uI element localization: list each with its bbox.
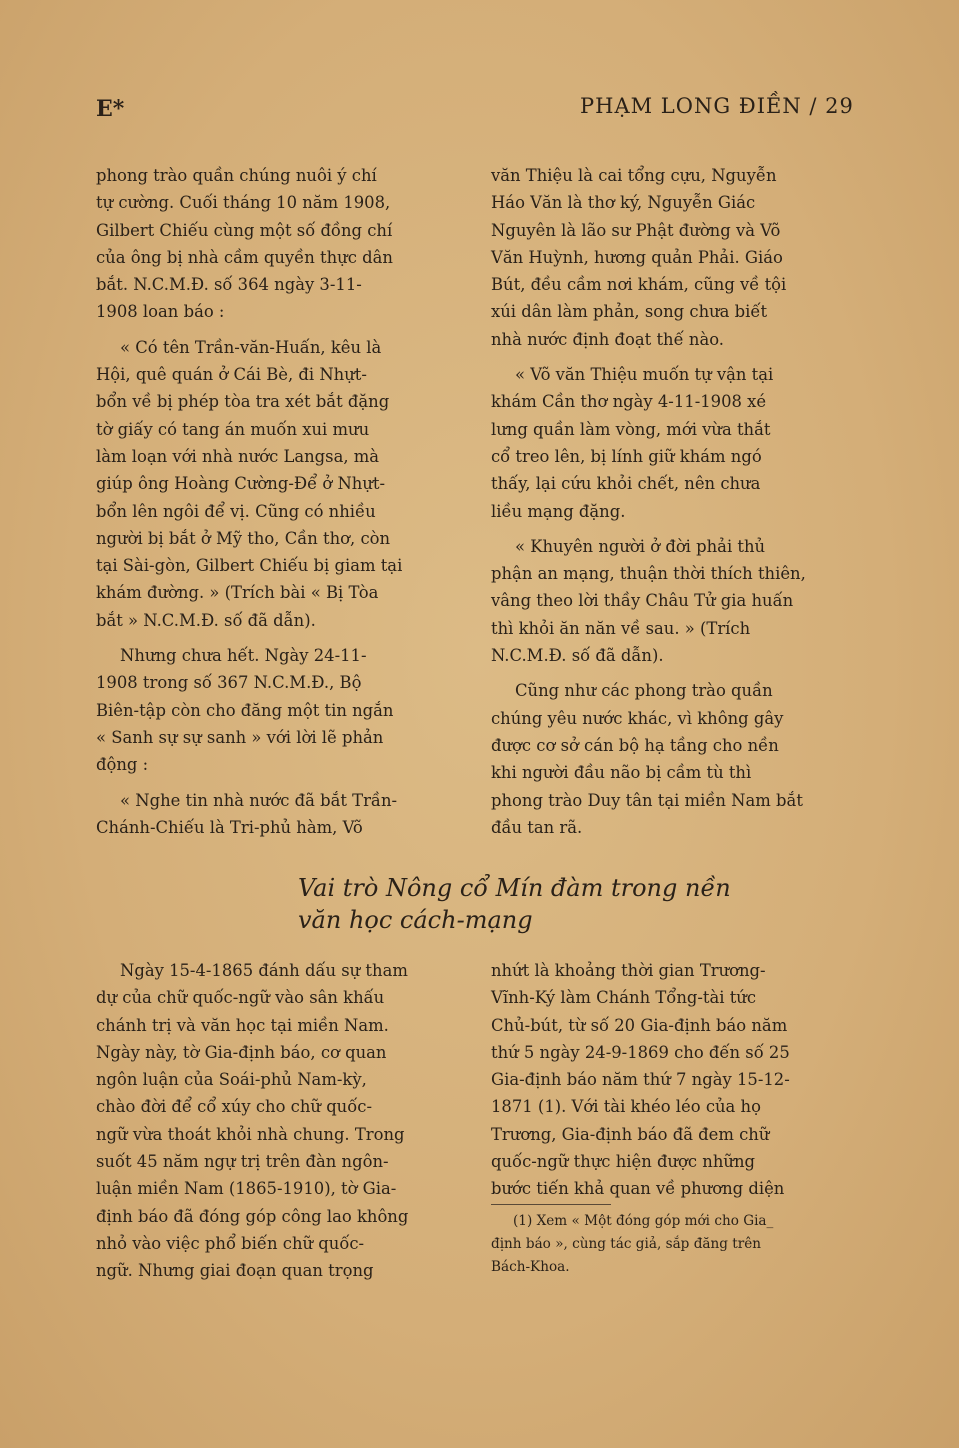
text-line: bắt » N.C.M.Đ. số đã dẫn). <box>96 610 316 630</box>
text-line: tại Sài-gòn, Gilbert Chiếu bị giam tại <box>96 556 403 576</box>
paragraph <box>96 787 464 842</box>
text-line: phong trào quần chúng nuôi ý chí <box>96 166 377 185</box>
text-line: tự cường. Cuối tháng 10 năm 1908, <box>96 193 391 213</box>
text-line: được cơ sở cán bộ hạ tầng cho nền <box>491 735 779 755</box>
section-heading <box>298 872 818 936</box>
text-line: ngữ. Nhưng giai đoạn quan trọng <box>96 1261 374 1281</box>
text-line: Bút, đều cầm nơi khám, cũng về tội <box>491 275 787 295</box>
text-line: 1908 loan báo : <box>96 302 225 322</box>
text-line: giúp ông Hoàng Cường-Để ở Nhựt- <box>96 474 386 494</box>
text-line: nhứt là khoảng thời gian Trương- <box>491 961 766 980</box>
column-2 <box>491 162 861 849</box>
page-mark: E* <box>96 96 125 122</box>
text-line: Chánh-Chiếu là Tri-phủ hàm, Võ <box>96 817 363 837</box>
text-line: của ông bị nhà cầm quyền thực dân <box>96 247 393 267</box>
footnote-line: Bách-Khoa. <box>491 1259 570 1275</box>
text-line: ngôn luận của Soái-phủ Nam-kỳ, <box>96 1070 367 1090</box>
text-line: định báo đã đóng góp công lao không <box>96 1206 409 1226</box>
text-line: người bị bắt ở Mỹ tho, Cần thơ, còn <box>96 528 391 548</box>
text-line: Nguyên là lão sư Phật đường và Võ <box>491 220 781 240</box>
text-line: tờ giấy có tang án muốn xui mưu <box>96 419 370 439</box>
text-line: « Có tên Trần-văn-Huấn, kêu là <box>120 337 382 357</box>
text-line: liều mạng đặng. <box>491 501 626 521</box>
text-line: Hội, quê quán ở Cái Bè, đi Nhựt- <box>96 365 367 385</box>
text-line: bắt. N.C.M.Đ. số 364 ngày 3-11- <box>96 275 362 295</box>
paragraph <box>96 642 464 778</box>
column-4 <box>491 957 861 1211</box>
text-line: N.C.M.Đ. số đã dẫn). <box>491 646 664 666</box>
text-line: chúng yêu nước khác, vì không gây <box>491 708 784 728</box>
text-line: xúi dân làm phản, song chưa biết <box>491 302 768 322</box>
text-line: « Võ văn Thiệu muốn tự vận tại <box>515 365 774 385</box>
text-line: Văn Huỳnh, hương quản Phải. Giáo <box>491 247 783 267</box>
text-line: Chủ-bút, từ số 20 Gia-định báo năm <box>491 1015 788 1035</box>
text-line: 1908 trong số 367 N.C.M.Đ., Bộ <box>96 673 362 693</box>
paragraph <box>491 361 861 525</box>
text-line: thứ 5 ngày 24-9-1869 cho đến số 25 <box>491 1042 790 1062</box>
paragraph <box>96 162 464 326</box>
text-line: làm loạn với nhà nước Langsa, mà <box>96 446 380 466</box>
footnote-rule <box>491 1204 611 1205</box>
text-line: « Nghe tin nhà nước đã bắt Trần- <box>120 790 398 810</box>
text-line: khám Cần thơ ngày 4-11-1908 xé <box>491 392 767 412</box>
paragraph <box>96 957 464 1285</box>
text-line: 1871 (1). Với tài khéo léo của họ <box>491 1097 761 1117</box>
paragraph <box>491 677 861 841</box>
text-line: bước tiến khả quan về phương diện <box>491 1179 785 1199</box>
text-line: bổn về bị phép tòa tra xét bắt đặng <box>96 392 390 412</box>
paragraph <box>491 533 861 669</box>
text-line: nhà nước định đoạt thế nào. <box>491 329 725 349</box>
text-line: chào đời để cổ xúy cho chữ quốc- <box>96 1097 372 1117</box>
text-line: ngữ vừa thoát khỏi nhà chung. Trong <box>96 1124 405 1144</box>
text-line: Cũng như các phong trào quần <box>515 681 773 701</box>
text-line: Biên-tập còn cho đăng một tin ngắn <box>96 700 394 720</box>
text-line: quốc-ngữ thực hiện được những <box>491 1152 755 1172</box>
text-line: động : <box>96 755 149 775</box>
footnote-line: định báo », cùng tác giả, sắp đăng trên <box>491 1236 762 1252</box>
paragraph <box>96 334 464 634</box>
footnote-line: (1) Xem « Một đóng góp mới cho Gia_ <box>513 1213 774 1229</box>
text-line: « Sanh sự sự sanh » với lời lẽ phản <box>96 727 384 747</box>
text-line: khi người đầu não bị cầm tù thì <box>491 763 752 783</box>
text-line: bổn lên ngôi để vị. Cũng có nhiều <box>96 501 376 521</box>
section-heading-line: văn học cách-mạng <box>298 906 533 934</box>
paragraph <box>491 162 861 353</box>
text-line: vâng theo lời thầy Châu Tử gia huấn <box>491 591 794 611</box>
text-line: lưng quần làm vòng, mới vừa thắt <box>491 419 771 439</box>
text-line: Gia-định báo năm thứ 7 ngày 15-12- <box>491 1070 790 1090</box>
text-line: Trương, Gia-định báo đã đem chữ <box>491 1124 770 1144</box>
section-heading-line: Vai trò Nông cổ Mín đàm trong nền <box>298 874 731 902</box>
text-line: Ngày này, tờ Gia-định báo, cơ quan <box>96 1042 387 1062</box>
footnote <box>491 1210 863 1279</box>
text-line: luận miền Nam (1865-1910), tờ Gia- <box>96 1179 397 1199</box>
text-line: nhỏ vào việc phổ biến chữ quốc- <box>96 1233 365 1253</box>
text-line: Nhưng chưa hết. Ngày 24-11- <box>120 646 367 666</box>
text-line: văn Thiệu là cai tổng cựu, Nguyễn <box>491 166 777 185</box>
text-line: Ngày 15-4-1865 đánh dấu sự tham <box>120 961 408 980</box>
column-3 <box>96 957 464 1293</box>
text-line: cổ treo lên, bị lính giữ khám ngó <box>491 446 762 466</box>
column-1 <box>96 162 464 849</box>
text-line: dự của chữ quốc-ngữ vào sân khấu <box>96 988 385 1008</box>
text-line: « Khuyên người ở đời phải thủ <box>515 536 766 556</box>
text-line: khám đường. » (Trích bài « Bị Tòa <box>96 583 379 603</box>
text-line: phận an mạng, thuận thời thích thiên, <box>491 564 806 584</box>
paragraph <box>491 957 861 1203</box>
text-line: chánh trị và văn học tại miền Nam. <box>96 1015 389 1035</box>
text-line: Háo Văn là thơ ký, Nguyễn Giác <box>491 193 756 213</box>
text-line: thì khỏi ăn năn về sau. » (Trích <box>491 618 751 638</box>
text-line: Gilbert Chiếu cùng một số đồng chí <box>96 220 393 240</box>
text-line: đầu tan rã. <box>491 817 583 837</box>
text-line: suốt 45 năm ngự trị trên đàn ngôn- <box>96 1152 389 1172</box>
text-line: phong trào Duy tân tại miền Nam bắt <box>491 790 803 810</box>
text-line: thấy, lại cứu khỏi chết, nên chưa <box>491 474 761 494</box>
running-header: PHẠM LONG ĐIỀN / 29 <box>580 94 854 118</box>
text-line: Vĩnh-Ký làm Chánh Tổng-tài tức <box>491 988 757 1008</box>
